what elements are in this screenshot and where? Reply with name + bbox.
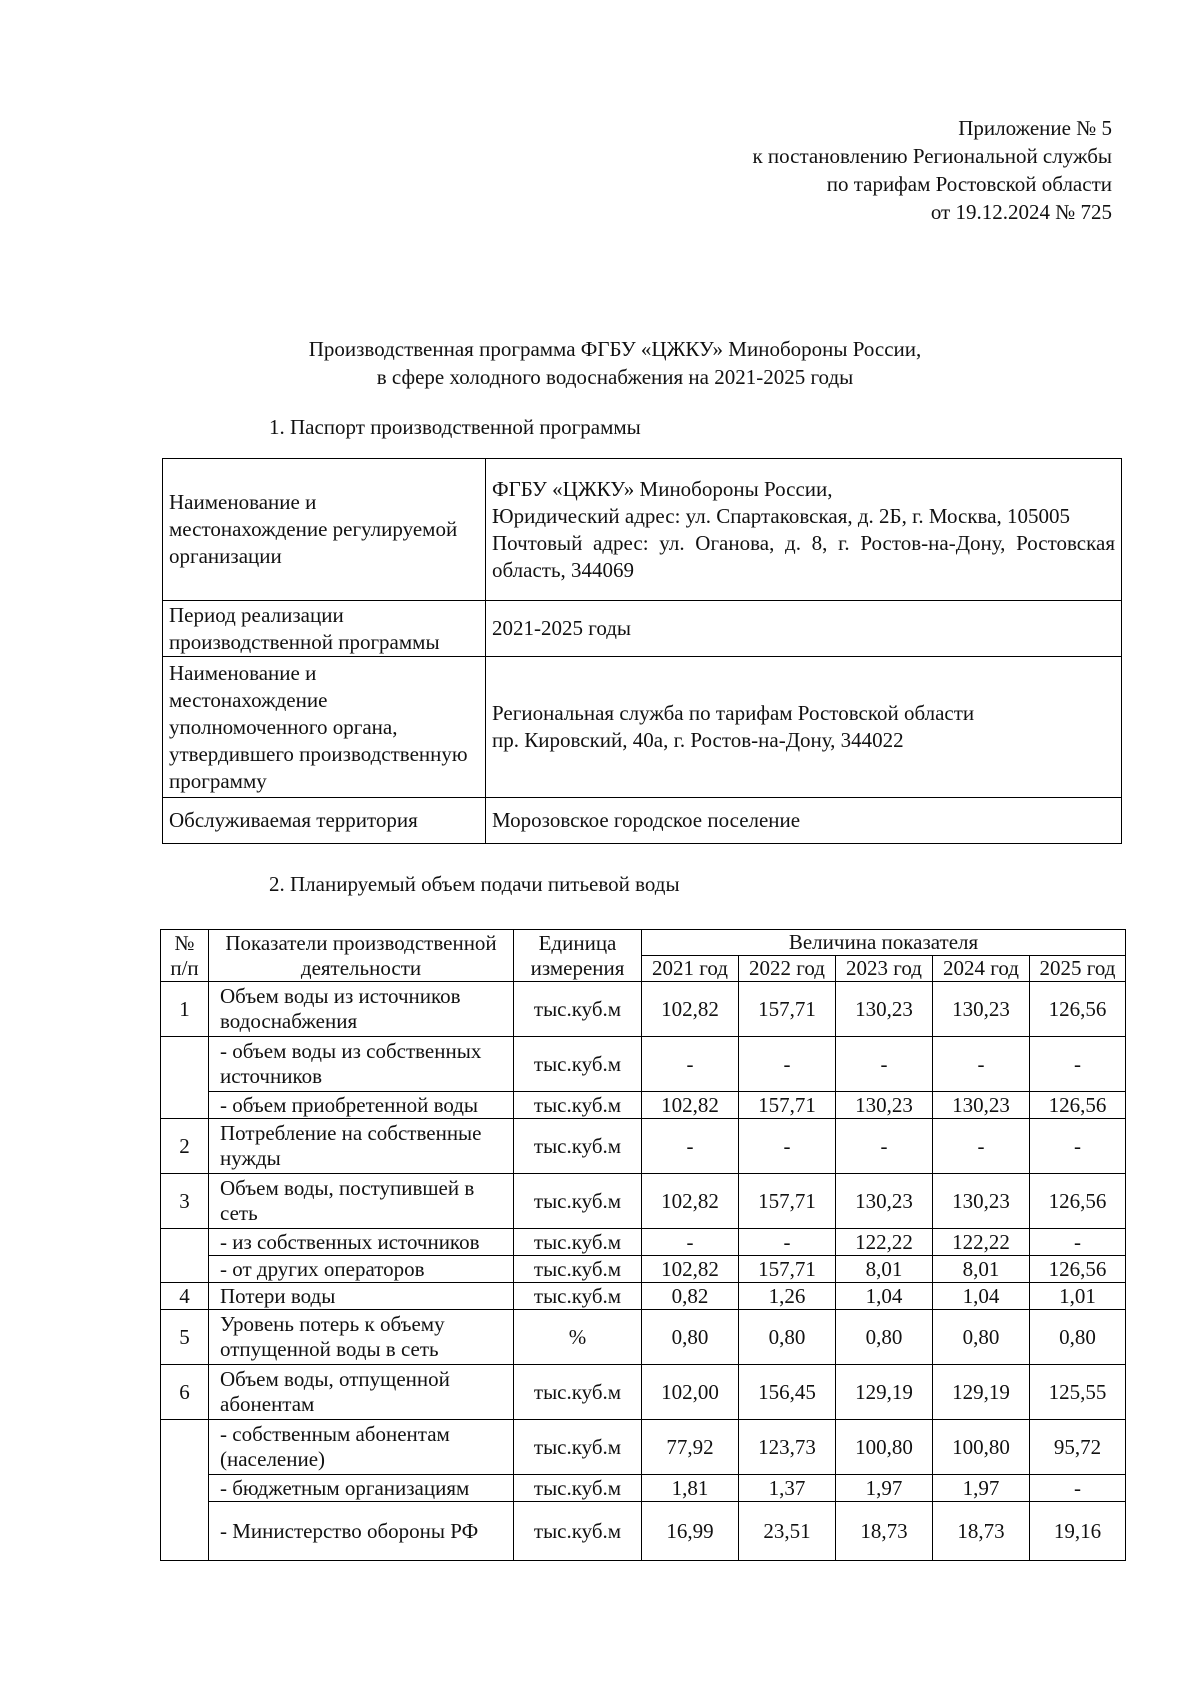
row-number [161,1420,209,1561]
indicator-name: Уровень потерь к объему отпущенной воды в сеть [209,1310,514,1365]
table-row [161,1119,1126,1174]
value-cell: 126,56 [1030,1174,1126,1229]
value-cell: 0,80 [739,1310,836,1365]
value-cell: 1,81 [642,1475,739,1502]
table-row [161,1174,1126,1229]
value-cell: 130,23 [836,982,933,1037]
indicator-name: Объем воды, отпущенной абонентам [209,1365,514,1420]
indicator-name: - собственным абонентам (население) [209,1420,514,1475]
header-year: 2021 год [642,956,739,982]
value-cell: - [933,1037,1030,1092]
value-cell: 130,23 [933,982,1030,1037]
row-number: 4 [161,1283,209,1310]
unit-cell: тыс.куб.м [514,1256,642,1283]
value-cell: - [642,1229,739,1256]
header-indicator: Показатели производственной деятельности [209,930,514,982]
value-cell: 0,80 [933,1310,1030,1365]
value-cell: - [1030,1037,1126,1092]
indicator-name: - из собственных источников [209,1229,514,1256]
value-cell: 0,80 [642,1310,739,1365]
unit-cell: тыс.куб.м [514,1119,642,1174]
document-title [150,335,1080,391]
indicator-name: Объем воды из источников водоснабжения [209,982,514,1037]
unit-cell: тыс.куб.м [514,1365,642,1420]
value-cell: - [739,1229,836,1256]
value-cell: - [1030,1229,1126,1256]
value-cell: 18,73 [836,1502,933,1561]
value-cell: - [739,1119,836,1174]
header-year: 2023 год [836,956,933,982]
unit-cell: тыс.куб.м [514,1475,642,1502]
indicator-name: - объем приобретенной воды [209,1092,514,1119]
indicator-name: Потери воды [209,1283,514,1310]
table-row [161,1365,1126,1420]
indicator-name: - бюджетным организациям [209,1475,514,1502]
value-cell: 1,04 [933,1283,1030,1310]
passport-value-line: Юридический адрес: ул. Спартаковская, д. 2Б, г. Москва, 105005 [492,503,1071,528]
row-number [161,1229,209,1283]
value-cell: 102,82 [642,1256,739,1283]
table-row [161,1283,1126,1310]
row-number [161,1037,209,1119]
passport-value-line: ФГБУ «ЦЖКУ» Минобороны России, [492,476,833,501]
value-cell: 130,23 [836,1174,933,1229]
value-cell: 1,97 [933,1475,1030,1502]
row-number: 6 [161,1365,209,1420]
passport-value [486,657,1122,798]
value-cell: 16,99 [642,1502,739,1561]
value-cell: 102,00 [642,1365,739,1420]
indicator-name: - от других операторов [209,1256,514,1283]
value-cell: 123,73 [739,1420,836,1475]
value-cell: 130,23 [933,1174,1030,1229]
value-cell: 102,82 [642,1092,739,1119]
appendix-line: к постановлению Региональной службы [752,144,1112,168]
value-cell: - [739,1037,836,1092]
value-cell: 126,56 [1030,1092,1126,1119]
value-cell: - [836,1119,933,1174]
table-row [161,1475,1126,1502]
value-cell: 1,97 [836,1475,933,1502]
value-cell: 23,51 [739,1502,836,1561]
value-cell: 129,19 [836,1365,933,1420]
passport-value-line: Морозовское городское поселение [492,808,801,832]
value-cell: 8,01 [836,1256,933,1283]
title-line: в сфере холодного водоснабжения на 2021-2025 годы [376,365,854,389]
indicator-name: - объем воды из собственных источников [209,1037,514,1092]
indicator-name: Потребление на собственные нужды [209,1119,514,1174]
header-year: 2024 год [933,956,1030,982]
section-heading-volumes: 2. Планируемый объем подачи питьевой воды [269,872,680,896]
value-cell: 122,22 [836,1229,933,1256]
unit-cell: тыс.куб.м [514,982,642,1037]
passport-value-line: Почтовый адрес: ул. Оганова, д. 8, г. Ростов-на-Дону, Ростовская область, 344069 [492,530,1115,582]
value-cell: 0,80 [1030,1310,1126,1365]
row-number: 1 [161,982,209,1037]
table-row [161,1420,1126,1475]
value-cell: 0,82 [642,1283,739,1310]
value-cell: 100,80 [836,1420,933,1475]
row-number: 2 [161,1119,209,1174]
unit-cell: тыс.куб.м [514,1420,642,1475]
value-cell: 1,01 [1030,1283,1126,1310]
passport-table [162,458,1122,844]
value-cell: 157,71 [739,1174,836,1229]
header-value-group: Величина показателя [642,930,1126,956]
value-cell: 125,55 [1030,1365,1126,1420]
appendix-line: от 19.12.2024 № 725 [930,200,1112,224]
value-cell: - [836,1037,933,1092]
row-number: 3 [161,1174,209,1229]
passport-value-line: 2021-2025 годы [492,616,632,640]
value-cell: 157,71 [739,1256,836,1283]
passport-label: Наименование и местонахождение уполномоченного органа, утвердившего производственную программу [163,657,486,798]
value-cell: 0,80 [836,1310,933,1365]
unit-cell: % [514,1310,642,1365]
indicator-name: Объем воды, поступившей в сеть [209,1174,514,1229]
value-cell: 130,23 [933,1092,1030,1119]
unit-cell: тыс.куб.м [514,1283,642,1310]
table-row [161,1502,1126,1561]
passport-row [163,657,1122,798]
value-cell: 126,56 [1030,982,1126,1037]
passport-value [486,601,1122,657]
appendix-header [752,114,1112,226]
passport-value [486,459,1122,601]
appendix-line: по тарифам Ростовской области [826,172,1112,196]
passport-value-line: пр. Кировский, 40а, г. Ростов-на-Дону, 344022 [492,728,904,752]
passport-value-line: Региональная служба по тарифам Ростовской области [492,701,975,725]
section-heading-passport: 1. Паспорт производственной программы [269,415,641,439]
passport-row [163,459,1122,601]
table-row [161,1037,1126,1092]
unit-cell: тыс.куб.м [514,1037,642,1092]
water-volume-table [160,929,1126,1561]
unit-cell: тыс.куб.м [514,1092,642,1119]
value-cell: 77,92 [642,1420,739,1475]
unit-cell: тыс.куб.м [514,1229,642,1256]
header-year: 2022 год [739,956,836,982]
header-unit: Единица измерения [514,930,642,982]
passport-value [486,798,1122,844]
passport-row [163,601,1122,657]
value-cell: - [642,1037,739,1092]
appendix-line: Приложение № 5 [958,116,1112,140]
header-num: № п/п [161,930,209,982]
value-cell: 1,37 [739,1475,836,1502]
passport-row [163,798,1122,844]
passport-label: Наименование и местонахождение регулируемой организации [163,459,486,601]
value-cell: - [1030,1475,1126,1502]
passport-label: Период реализации производственной программы [163,601,486,657]
table-row [161,1092,1126,1119]
unit-cell: тыс.куб.м [514,1502,642,1561]
table-row [161,982,1126,1037]
value-cell: 18,73 [933,1502,1030,1561]
value-cell: 102,82 [642,1174,739,1229]
value-cell: 126,56 [1030,1256,1126,1283]
value-cell: 129,19 [933,1365,1030,1420]
value-cell: 102,82 [642,982,739,1037]
table-row [161,1256,1126,1283]
table-row [161,1229,1126,1256]
title-line: Производственная программа ФГБУ «ЦЖКУ» Минобороны России, [308,337,922,361]
header-year: 2025 год [1030,956,1126,982]
indicator-name: - Министерство обороны РФ [209,1502,514,1561]
value-cell: 19,16 [1030,1502,1126,1561]
value-cell: 156,45 [739,1365,836,1420]
value-cell: 130,23 [836,1092,933,1119]
value-cell: 157,71 [739,982,836,1037]
unit-cell: тыс.куб.м [514,1174,642,1229]
value-cell: - [1030,1119,1126,1174]
value-cell: - [933,1119,1030,1174]
value-cell: 1,04 [836,1283,933,1310]
table-row [161,1310,1126,1365]
passport-label: Обслуживаемая территория [163,798,486,844]
value-cell: 122,22 [933,1229,1030,1256]
value-cell: 157,71 [739,1092,836,1119]
value-cell: - [642,1119,739,1174]
value-cell: 8,01 [933,1256,1030,1283]
value-cell: 95,72 [1030,1420,1126,1475]
row-number: 5 [161,1310,209,1365]
value-cell: 100,80 [933,1420,1030,1475]
value-cell: 1,26 [739,1283,836,1310]
